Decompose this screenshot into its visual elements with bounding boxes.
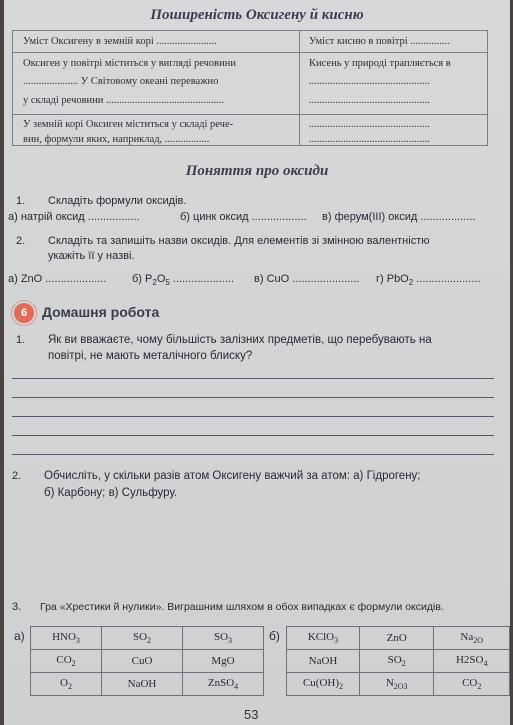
table-cell-left-4: у складі речовини .............................................: [23, 95, 225, 106]
question-number: 1.: [16, 334, 26, 346]
table-cell-left-6: вин, формули яких, наприклад, .................: [23, 134, 210, 145]
game-cell: $HNO_3$: [31, 627, 102, 650]
question-text: Складіть формули оксидів.: [48, 195, 187, 207]
table-cell-left-1: Уміст Оксигену в земній корі .......................: [23, 36, 217, 47]
answer-b: б) $P_2O_5$ ....................: [132, 273, 235, 288]
game-a-label: а): [14, 629, 25, 643]
question-text-line-1: Складіть та запишіть назви оксидів. Для елементів зі змінною валентністю: [48, 235, 430, 247]
game-cell: $SO_3$: [183, 627, 264, 650]
game-cell: $CO_2$: [434, 673, 510, 696]
answer-c: в) ферум(ІІІ) оксид ..................: [322, 211, 476, 223]
answer-line: [12, 378, 494, 379]
question-text-line-2: укажіть її у назві.: [48, 250, 135, 262]
game-cell: $CO_2$: [31, 650, 102, 673]
game-cell: MgO: [183, 650, 264, 673]
game-cell: CuO: [102, 650, 183, 673]
game-cell: $N_{2O3}$: [359, 673, 433, 696]
question-text: Гра «Хрестики й нулики». Виграшним шляхом в обох випадках є формули оксидів.: [40, 601, 444, 613]
game-cell: $H2SO_4$: [434, 650, 510, 673]
answer-line: [12, 397, 494, 398]
table-cell-right-6: ..............................................: [309, 134, 430, 145]
game-cell: KClO$_3$: [287, 627, 360, 650]
question-text-line-2: б) Карбону; в) Сульфуру.: [44, 487, 178, 499]
question-number: 3.: [12, 601, 22, 613]
table-cell-right-4: ..............................................: [309, 95, 430, 106]
question-number: 2.: [12, 470, 22, 482]
section-title-oxygen-prevalence: Поширеність Оксигену й кисню: [150, 7, 364, 23]
answer-c: в) CuO ......................: [254, 273, 360, 285]
question-text-line-1: Обчисліть, у скільки разів атом Оксигену важчий за атом: а) Гідрогену;: [44, 470, 421, 482]
game-cell: $Cu(OH)_2$: [287, 673, 360, 696]
game-cell: NaOH: [102, 673, 183, 696]
question-number: 2.: [16, 235, 26, 247]
question-text-line-2: повітрі, не мають металічного блиску?: [48, 350, 253, 362]
game-cell: $SO_2$: [359, 650, 433, 673]
question-number: 1.: [16, 195, 26, 207]
answer-d: г) PbO$_2$ .....................: [376, 273, 481, 288]
tic-tac-toe-a: [30, 626, 264, 696]
answer-line: [12, 416, 494, 417]
table-cell-left-5: У земній корі Оксиген міститься у складі рече-: [23, 119, 234, 130]
homework-badge: 6: [14, 303, 34, 323]
tic-tac-toe-b: [286, 626, 510, 696]
game-cell: ZnSO$_4$: [183, 673, 264, 696]
game-b-label: б): [269, 629, 280, 643]
answer-line: [12, 435, 494, 436]
table-cell-right-3: ..............................................: [309, 76, 430, 87]
page-number: 53: [244, 707, 259, 722]
answer-line: [12, 454, 494, 455]
game-cell: NaOH: [287, 650, 360, 673]
workbook-page: [4, 0, 510, 725]
table-cell-right-5: ..............................................: [309, 119, 430, 130]
game-cell: $SO_2$: [102, 627, 183, 650]
table-cell-left-3: ..................... У Світовому океані переважно: [23, 76, 219, 87]
answer-b: б) цинк оксид ..................: [180, 211, 307, 223]
game-cell: $O_2$: [31, 673, 102, 696]
table-cell-left-2: Оксиген у повітрі міститься у вигляді речовини: [23, 58, 236, 69]
section-title-oxides: Поняття про оксиди: [185, 163, 329, 179]
table-cell-right-2: Кисень у природі трапляється в: [309, 58, 451, 69]
table-cell-right-1: Уміст кисню в повітрі ...............: [309, 36, 450, 47]
game-cell: ZnO: [359, 627, 433, 650]
answer-a: а) натрій оксид .................: [8, 211, 140, 223]
oxygen-prevalence-table: [12, 30, 488, 146]
game-cell: $Na_{2O}$: [434, 627, 510, 650]
question-text-line-1: Як ви вважаєте, чому більшість залізних предметів, що перебувають на: [48, 334, 432, 346]
answer-a: а) ZnO ....................: [8, 273, 107, 285]
homework-title: Домашня робота: [42, 304, 160, 320]
